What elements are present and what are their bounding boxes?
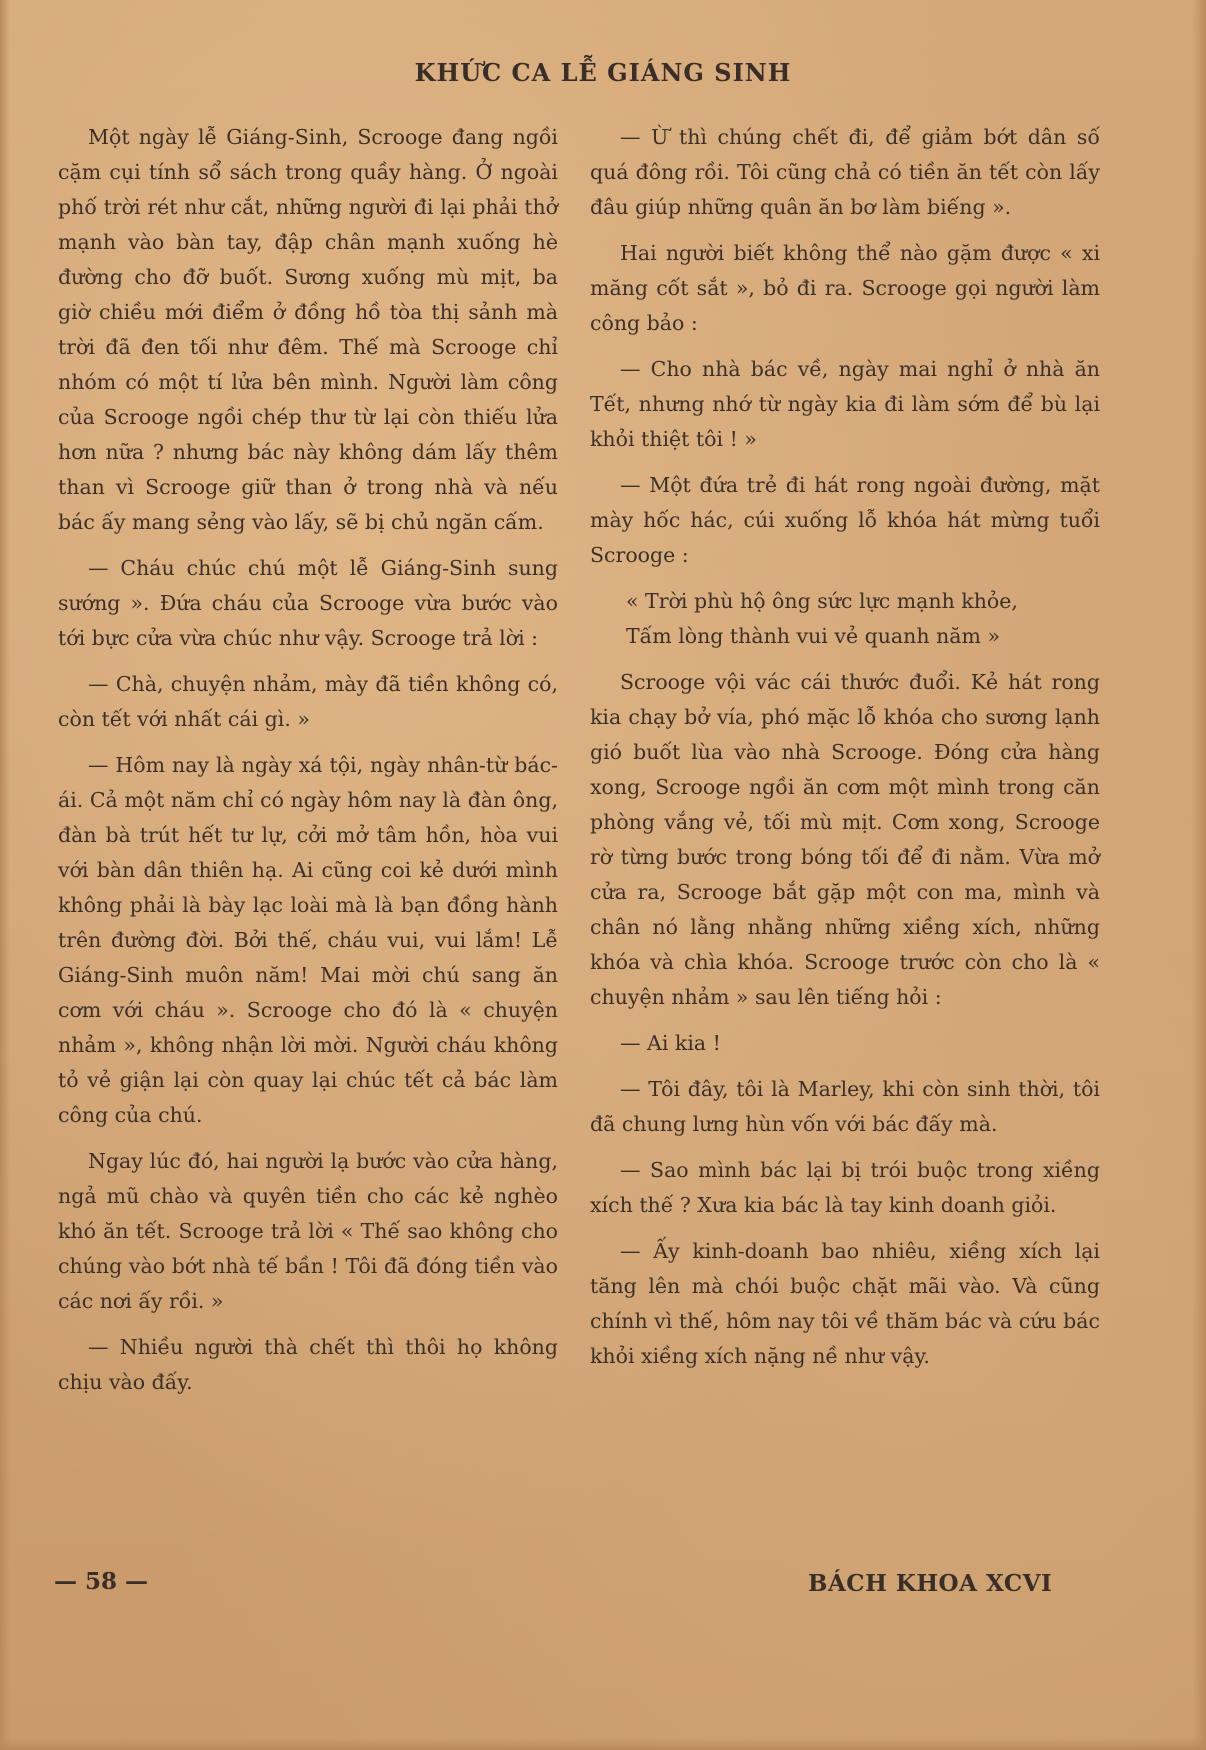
article-title: KHỨC CA LỄ GIÁNG SINH	[414, 58, 792, 87]
paragraph: — Hôm nay là ngày xá tội, ngày nhân-từ bác-ái. Cả một năm chỉ có ngày hôm nay là đàn ông, đàn bà trút hết tư lự, cởi mở tâm hồn, hòa vui với bàn dân thiên hạ. Ai cũng coi kẻ dưới mình không phải là bày lạc loài mà là bạn đồng hành trên đường đời. Bởi thế, cháu vui, vui lắm! Lễ Giáng-Sinh muôn năm! Mai mời chú sang ăn cơm với cháu ». Scrooge cho đó là « chuyện nhảm », không nhận lời mời. Người cháu không tỏ vẻ giận lại còn quay lại chúc tết cả bác làm công của chú.	[58, 753, 558, 1127]
paragraph: — Cho nhà bác về, ngày mai nghỉ ở nhà ăn Tết, nhưng nhớ từ ngày kia đi làm sớm để bù lại khỏi thiệt tôi ! »	[590, 357, 1100, 451]
page-number: — 58 —	[54, 1568, 149, 1595]
paragraph: — Chà, chuyện nhảm, mày đã tiền không có, còn tết với nhất cái gì. »	[58, 672, 558, 731]
paragraph: Một ngày lễ Giáng-Sinh, Scrooge đang ngồi cặm cụi tính sổ sách trong quầy hàng. Ở ngoài phố trời rét như cắt, những người đi lại phải thở mạnh vào bàn tay, đập chân mạnh xuống hè đường cho đỡ buốt. Sương xuống mù mịt, ba giờ chiều mới điểm ở đồng hồ tòa thị sảnh mà trời đã đen tối như đêm. Thế mà Scrooge chỉ nhóm có một tí lửa bên mình. Người làm công của Scrooge ngồi chép thư từ lại còn thiếu lửa hơn nữa ? nhưng bác này không dám lấy thêm than vì Scrooge giữ than ở trong nhà và nếu bác ấy mang sẻng vào lấy, sẽ bị chủ ngăn cấm.	[58, 125, 558, 534]
right-column	[590, 120, 1100, 1385]
page-edge-left	[0, 0, 10, 1750]
page-edge-right	[1192, 0, 1206, 1750]
paragraph: Scrooge vội vác cái thước đuổi. Kẻ hát rong kia chạy bở vía, phó mặc lỗ khóa cho sương lạnh gió buốt lùa vào nhà Scrooge. Đóng cửa hàng xong, Scrooge ngồi ăn cơm một mình trong căn phòng vắng vẻ, tối mù mịt. Cơm xong, Scrooge rờ từng bước trong bóng tối để đi nằm. Vừa mở cửa ra, Scrooge bắt gặp một con ma, mình và chân nó lằng nhằng những xiềng xích, những khóa và chìa khóa. Scrooge trước còn cho là « chuyện nhảm » sau lên tiếng hỏi :	[590, 670, 1100, 1009]
paragraph: Hai người biết không thể nào gặm được « xi măng cốt sắt », bỏ đi ra. Scrooge gọi người làm công bảo :	[590, 241, 1100, 335]
paragraph: — Ai kia !	[620, 1031, 721, 1055]
paragraph: — Ấy kinh-doanh bao nhiêu, xiềng xích lại tăng lên mà chói buộc chặt mãi vào. Và cũng chính vì thế, hôm nay tôi về thăm bác và cứu bác khỏi xiềng xích nặng nề như vậy.	[590, 1239, 1100, 1368]
paragraph: — Tôi đây, tôi là Marley, khi còn sinh thời, tôi đã chung lưng hùn vốn với bác đấy mà.	[590, 1077, 1100, 1136]
paragraph: — Ừ thì chúng chết đi, để giảm bớt dân số quá đông rồi. Tôi cũng chả có tiền ăn tết còn lấy đâu giúp những quân ăn bơ làm biếng ».	[590, 125, 1100, 219]
running-title: BÁCH KHOA XCVI	[808, 1570, 1053, 1597]
page-edge-bottom	[0, 1738, 1206, 1750]
paragraph: — Nhiều người thà chết thì thôi họ không chịu vào đấy.	[58, 1335, 558, 1394]
left-column	[58, 120, 558, 1411]
verse-line: « Trời phù hộ ông sức lực mạnh khỏe,	[626, 589, 1018, 613]
paragraph: — Sao mình bác lại bị trói buộc trong xiềng xích thế ? Xưa kia bác là tay kinh doanh giỏi.	[590, 1158, 1100, 1217]
paragraph: — Một đứa trẻ đi hát rong ngoài đường, mặt mày hốc hác, cúi xuống lỗ khóa hát mừng tuổi Scrooge :	[590, 473, 1100, 567]
verse-line: Tấm lòng thành vui vẻ quanh năm »	[626, 624, 1000, 648]
paragraph: Ngay lúc đó, hai người lạ bước vào cửa hàng, ngả mũ chào và quyên tiền cho các kẻ nghèo khó ăn tết. Scrooge trả lời « Thế sao không cho chúng vào bớt nhà tế bần ! Tôi đã đóng tiền vào các nơi ấy rồi. »	[58, 1149, 558, 1313]
paragraph: — Cháu chúc chú một lễ Giáng-Sinh sung sướng ». Đứa cháu của Scrooge vừa bước vào tới bực cửa vừa chúc như vậy. Scrooge trả lời :	[58, 556, 558, 650]
